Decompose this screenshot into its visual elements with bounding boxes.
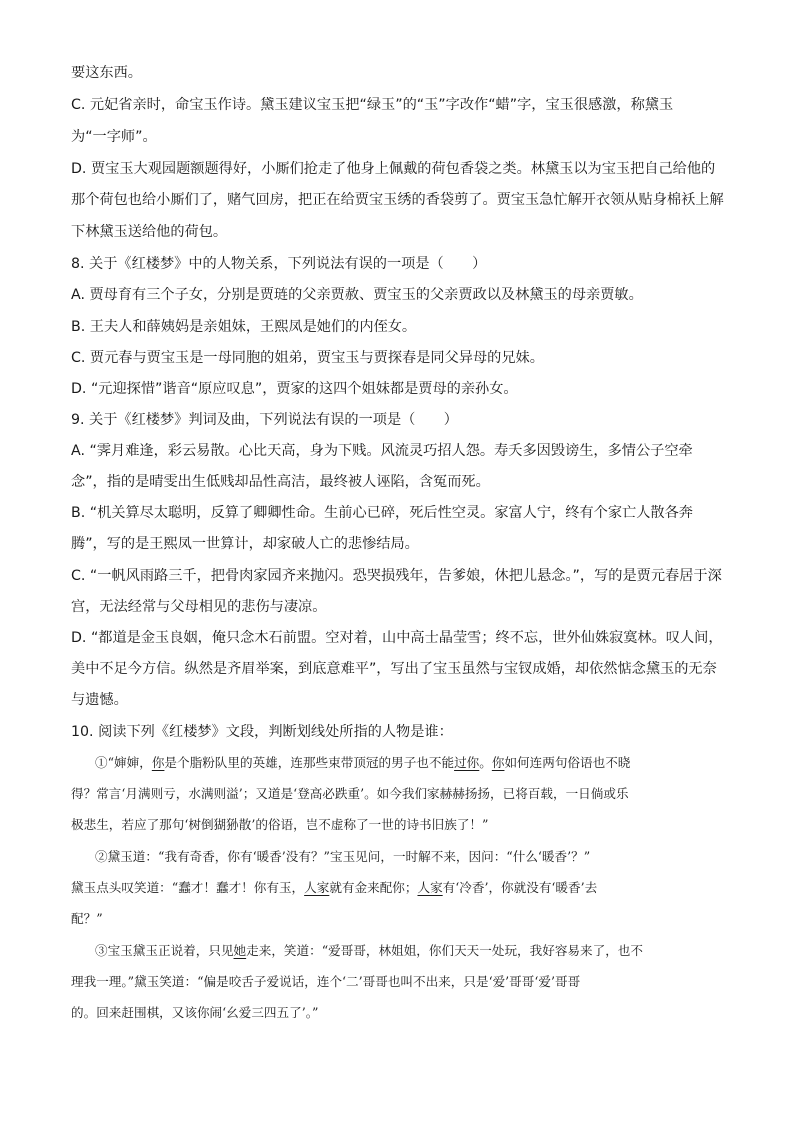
question-8-option-b: B. 王夫人和薛姨妈是亲姐妹，王熙凤是她们的内侄女。: [71, 319, 417, 335]
underlined-referent: 你: [151, 755, 165, 770]
passage-3-line-1: [95, 941, 725, 961]
underlined-referent: 过你: [454, 755, 480, 770]
passage-2-line-3: 配？”: [71, 911, 103, 926]
question-8-option-d: D. “元迎探惜”谐音“原应叹息”，贾家的这四个姐妹都是贾母的亲孙女。: [71, 381, 518, 397]
text-line: 宫，无法经常与父母相见的悲伤与凄凉。: [71, 599, 327, 615]
text-line: 那个荷包也给小厮们了，赌气回房，把正在给贾宝玉绣的香袋剪了。贾宝玉急忙解开衣领从贴身棉袄上解: [71, 192, 724, 208]
question-9-option-c: C. “一帆风雨路三千，把骨肉家园齐来抛闪。恐哭损残年，告爹娘，休把儿悬念。”，写的是贾元春居于深: [71, 568, 722, 584]
passage-text: 黛玉点头叹笑道：“蠢才！蠢才！你有玉，: [71, 880, 305, 895]
text-line: 为“一字师”。: [71, 129, 157, 145]
passage-1-line-3: 极悲生，若应了那句‘树倒猢狲散’的俗语，岂不虚称了一世的诗书旧族了！”: [71, 817, 489, 832]
question-9-option-a: A. “霁月难逢，彩云易散。心比天高，身为下贱。风流灵巧招人怨。寿夭多因毁谤生，多情公子空牵: [71, 443, 693, 459]
text-line: 要这东西。: [71, 65, 142, 81]
passage-text: 如何连两句俗语也不晓: [504, 755, 631, 770]
text-line: 美中不足今方信。纵然是齐眉举案，到底意难平”，写出了宝玉虽然与宝钗成婚，却依然惦念黛玉的无奈: [71, 661, 717, 677]
underlined-referent: 你: [491, 755, 505, 770]
text-line: 与遗憾。: [71, 692, 128, 708]
text-line: 下林黛玉送给他的荷包。: [71, 224, 228, 240]
question-8-option-a: A. 贾母育有三个子女，分别是贾琏的父亲贾赦、贾宝玉的父亲贾政以及林黛玉的母亲贾敏。: [71, 287, 643, 303]
underlined-referent: 人家: [417, 880, 443, 895]
passage-text: 是个脂粉队里的英雄，连那些束带顶冠的男子也不能: [164, 755, 455, 770]
text-line: 腾”，写的是王熙凤一世算计，却家破人亡的悲惨结局。: [71, 536, 419, 552]
underlined-referent: 她: [233, 943, 247, 958]
passage-text: ③宝玉黛玉正说着，只见: [95, 943, 234, 958]
passage-2-line-1: ②黛玉道：“我有奇香，你有‘暖香’没有？”宝玉见问，一时解不来，因问：“什么‘暖香’？”: [95, 849, 591, 864]
passage-text: 有‘冷香’，你就没有‘暖香’去: [442, 880, 598, 895]
passage-1-line-1: [95, 753, 725, 773]
passage-3-line-2: 理我一理。”黛玉笑道：“偏是咬舌子爱说话，连个‘二’哥哥也叫不出来，只是‘爱’哥哥‘爱’哥哥: [71, 974, 581, 989]
question-9-stem: 9. 关于《红楼梦》判词及曲，下列说法有误的一项是（ ）: [71, 412, 458, 428]
question-8-option-c: C. 贾元春与贾宝玉是一母同胞的姐弟，贾宝玉与贾探春是同父异母的兄妹。: [71, 350, 544, 366]
passage-1-line-2: 得？常言‘月满则亏，水满则溢’；又道是‘登高必跌重’。如今我们家赫赫扬扬，已将百载，一日倘或乐: [71, 786, 629, 801]
text-line: 念”，指的是晴雯出生低贱却品性高洁，最终被人诬陷，含冤而死。: [71, 474, 490, 490]
passage-text: 就有金来配你；: [329, 880, 418, 895]
passage-text: 。: [479, 755, 492, 770]
question-9-option-d: D. “都道是金玉良姻，俺只念木石前盟。空对着，山中高士晶莹雪；终不忘，世外仙姝寂寞林。叹人间，: [71, 630, 723, 646]
underlined-referent: 人家: [304, 880, 330, 895]
question-8-stem: 8. 关于《红楼梦》中的人物关系，下列说法有误的一项是（ ）: [71, 256, 487, 272]
passage-text: 走来，笑道：“爱哥哥，林姐姐，你们天天一处玩，我好容易来了，也不: [246, 943, 643, 958]
passage-2-line-2: [71, 878, 726, 898]
option-c-line: C. 元妃省亲时，命宝玉作诗。黛玉建议宝玉把“绿玉”的“玉”字改作“蜡”字，宝玉很感激，称黛玉: [71, 97, 674, 113]
passage-3-line-3: 的。回来赶围棋，又该你闹‘幺爱三四五了’。”: [71, 1005, 319, 1020]
question-9-option-b: B. “机关算尽太聪明，反算了卿卿性命。生前心已碎，死后性空灵。家富人宁，终有个家亡人散各奔: [71, 505, 693, 521]
question-10-stem: 10. 阅读下列《红楼梦》文段，判断划线处所指的人物是谁：: [71, 724, 453, 740]
passage-text: ①“婶婶，: [95, 755, 152, 770]
option-d-line: D. 贾宝玉大观园题额题得好，小厮们抢走了他身上佩戴的荷包香袋之类。林黛玉以为宝玉把自己给他的: [71, 161, 716, 177]
